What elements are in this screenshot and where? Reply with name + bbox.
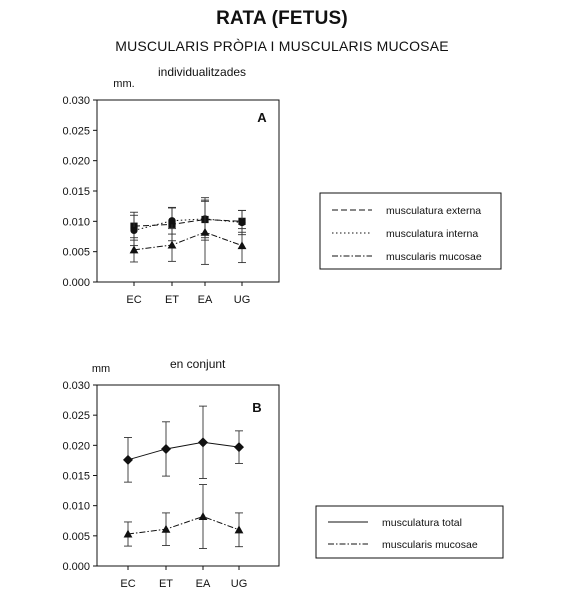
series-line [134, 232, 242, 250]
series-muscularis-mucosae [130, 200, 247, 264]
series-muscularis-mucosae [124, 485, 244, 549]
y-tick-label: 0.000 [62, 277, 90, 289]
data-point [168, 241, 177, 249]
legend-label: musculatura externa [386, 205, 482, 217]
y-tick-label: 0.030 [62, 95, 90, 107]
series-line [128, 517, 239, 534]
y-tick-label: 0.005 [62, 530, 90, 543]
panel-label: A [257, 110, 267, 125]
data-point [130, 227, 137, 234]
y-axis-label: mm. [113, 78, 135, 90]
chart-a [62, 78, 501, 306]
y-tick-label: 0.000 [62, 561, 90, 573]
series-musculatura-externa [130, 201, 246, 240]
data-point [238, 241, 247, 249]
plot-frame [97, 100, 279, 282]
data-point [161, 444, 171, 454]
data-point [123, 455, 133, 465]
y-tick-label: 0.010 [62, 500, 90, 513]
x-tick-label: ET [158, 578, 174, 590]
chart-b-title: en conjunt [170, 357, 226, 371]
chart-b [62, 357, 503, 590]
series-line [128, 442, 239, 459]
x-tick-label: ET [164, 294, 180, 306]
y-axis-label: mm [91, 363, 111, 375]
data-point [198, 437, 208, 447]
data-point [162, 525, 171, 533]
x-tick-label: EC [126, 294, 142, 306]
data-point [235, 525, 244, 533]
y-tick-label: 0.025 [62, 125, 90, 138]
y-tick-label: 0.020 [62, 155, 90, 168]
x-tick-label: UG [233, 294, 251, 306]
y-tick-label: 0.005 [62, 246, 90, 259]
x-tick-label: UG [230, 578, 248, 590]
y-tick-label: 0.010 [62, 216, 90, 229]
data-point [168, 217, 175, 224]
data-point [234, 442, 244, 452]
legend [320, 193, 501, 269]
x-tick-label: EA [195, 578, 211, 590]
y-tick-label: 0.015 [62, 186, 90, 198]
series-musculatura-total [123, 406, 244, 482]
figure-subtitle: MUSCULARIS PRÒPIA I MUSCULARIS MUCOSAE [115, 38, 449, 54]
legend-label: muscularis mucosae [386, 251, 482, 263]
y-tick-label: 0.015 [62, 470, 90, 483]
legend-label: muscularis mucosae [382, 539, 478, 551]
x-tick-label: EC [120, 578, 136, 590]
y-tick-label: 0.030 [62, 380, 90, 392]
chart-a-title: individualitzades [158, 65, 247, 79]
panel-label: B [252, 400, 262, 415]
figure-title: RATA (FETUS) [216, 8, 348, 29]
x-tick-label: EA [197, 294, 213, 306]
y-tick-label: 0.020 [62, 440, 90, 453]
series-line [134, 219, 242, 231]
y-tick-label: 0.025 [62, 410, 90, 423]
legend-label: musculatura total [382, 517, 462, 529]
data-point [201, 228, 210, 236]
data-point [199, 512, 208, 520]
legend [316, 506, 503, 558]
data-point [238, 219, 245, 226]
legend-label: musculatura interna [386, 228, 479, 240]
